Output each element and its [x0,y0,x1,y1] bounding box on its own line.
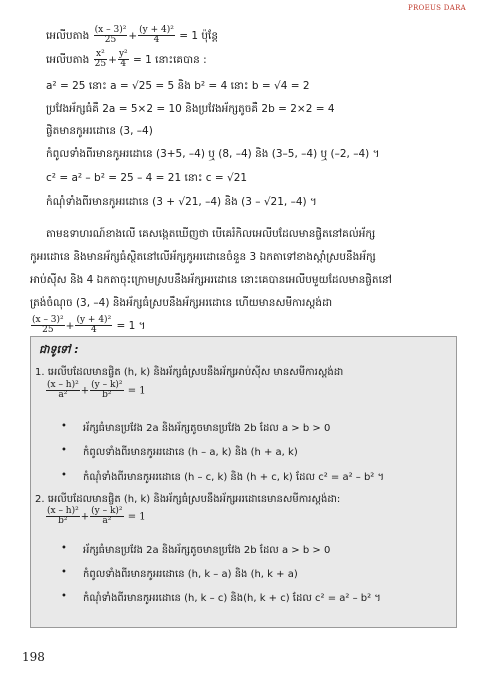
fraction: $\frac{\text{(y – k)²}}{\text{b²}}$ [91,380,123,401]
page-header: PROEUS DARA [407,4,466,12]
fraction: $\frac{\text{(x – 3)²}}{25}$ [94,25,127,46]
summary-item-1: 1. អេលីបដែលមានផ្ចិត (h, k) និងអ័ក្សធំស្របនឹងអ័ក្សអាប់ស៊ីស មានសមីការស្តង់ដា [35,367,344,378]
text-line: ផ្ចិតមានកូអរដោនេ (3, –4) [46,125,153,137]
list-item: កំណុំទាំងពីរមានកូអរដោនេ (h, k – c) និង(h, k + c) ដែល c² = a² – b² ។ [83,593,381,604]
fraction: $\frac{\text{(x – h)²}}{\text{b²}}$ [47,506,79,527]
text-line: កំណុំទាំងពីរមានកូអរដោនេ (3 + √21, –4) និង (3 – √21, –4) ។ [46,196,317,208]
equation-line-2: អេលីបតាង $\frac{\text{x²}}{25}$ + $\frac{\text{y²}}{4}$ = 1 នោះគេបាន : [46,49,207,70]
text-line: កំពូលទាំងពីរមានកូអរដោនេ (3+5, –4) ឬ (8, –4) និង (3–5, –4) ឬ (–2, –4) ។ [46,148,380,160]
bullet-icon: • [61,567,67,578]
list-item: កំពូលទាំងពីរមានកូអរដោនេ (h – a, k) និង (h + a, k) [83,447,298,458]
bullet-icon: • [61,470,67,481]
text: = 1 [127,385,146,397]
box-title: ជាទូទៅ : [39,343,79,356]
bullet-icon: • [61,543,67,554]
summary-item-2: 2. អេលីបដែលមានផ្ចិត (h, k) និងអ័ក្សធំស្របនឹងអ័ក្សអរដោនេមានសមីការស្តង់ដា: [35,494,341,505]
paragraph-line: តាមឧទាហរណ៍ខាងលើ គេសង្កេតឃើញថា បើគេរំកិលអេលីបដែលមានផ្ចិតនៅគល់អ័ក្ស [46,228,376,240]
text-line: c² = a² – b² = 25 – 4 = 21 នោះ c = √21 [46,172,248,184]
text: = 1 នោះគេបាន : [132,53,207,66]
text: អេលីបតាង [46,53,90,66]
paragraph-equation: $\frac{\text{(x – 3)²}}{25}$ + $\frac{\text{(y + 4)²}}{4}$ = 1 ។ [32,315,146,336]
fraction: $\frac{\text{x²}}{25}$ [94,49,107,70]
bullet-icon: • [61,591,67,602]
bullet-icon: • [61,445,67,456]
text-line: ប្រវែងអ័ក្សធំគឺ 2a = 5×2 = 10 និងប្រវែងអ័ក្សតូចគឺ 2b = 2×2 = 4 [46,103,335,115]
page-number: 198 [22,650,45,664]
text: អេលីបតាង [46,29,90,42]
text: = 1 [127,511,146,523]
paragraph-line: កូអរដោនេ និងមានអ័ក្សធំស្ថិតនៅលើអ័ក្សកូអរដោនេចំនួន 3 ឯកតាទៅខាងស្តាំស្របនឹងអ័ក្ស [30,251,376,263]
text: = 1 ប៉ុន្តែ [179,29,219,42]
bullet-icon: • [61,421,67,432]
list-item: កំណុំទាំងពីរមានកូអរដោនេ (h – c, k) និង (h + c, k) ដែល c² = a² – b² ។ [83,472,385,483]
equation: $\frac{\text{(x – h)²}}{\text{a²}}$ + $\frac{\text{(y – k)²}}{\text{b²}}$ = 1 [47,380,146,401]
equation: $\frac{\text{(x – h)²}}{\text{b²}}$ + $\frac{\text{(y – k)²}}{\text{a²}}$ = 1 [47,506,146,527]
fraction: $\frac{\text{y²}}{4}$ [118,49,128,70]
paragraph-line: អាប់ស៊ីស និង 4 ឯកតាចុះក្រោមស្របនឹងអ័ក្សអរដោនេ នោះគេបានអេលីបមួយដែលមានផ្ចិតនៅ [30,274,392,286]
paragraph-line: ត្រង់ចំណុច (3, –4) និងអ័ក្សធំស្របនឹងអ័ក្សអរដោនេ ហើយមានសមីការស្តង់ដា [30,297,333,309]
equation-line-1: អេលីបតាង $\frac{\text{(x – 3)²}}{25}$ + $\frac{\text{(y + 4)²}}{4}$ = 1 ប៉ុន្តែ [46,25,219,46]
list-item: អ័ក្សធំមានប្រវែង 2a និងអ័ក្សតូចមានប្រវែង 2b ដែល a > b > 0 [83,545,331,556]
list-item: អ័ក្សធំមានប្រវែង 2a និងអ័ក្សតូចមានប្រវែង 2b ដែល a > b > 0 [83,423,331,434]
fraction: $\frac{\text{(y + 4)²}}{4}$ [76,315,112,336]
text: = 1 ។ [116,319,146,332]
list-item: កំពូលទាំងពីរមានកូអរដោនេ (h, k – a) និង (h, k + a) [83,569,298,580]
fraction: $\frac{\text{(y – k)²}}{\text{a²}}$ [91,506,123,527]
fraction: $\frac{\text{(y + 4)²}}{4}$ [139,25,174,46]
summary-box [30,336,457,628]
fraction: $\frac{\text{(x – 3)²}}{25}$ [32,315,64,336]
text-line: a² = 25 នោះ a = √25 = 5 និង b² = 4 នោះ b = √4 = 2 [46,80,310,92]
fraction: $\frac{\text{(x – h)²}}{\text{a²}}$ [47,380,79,401]
